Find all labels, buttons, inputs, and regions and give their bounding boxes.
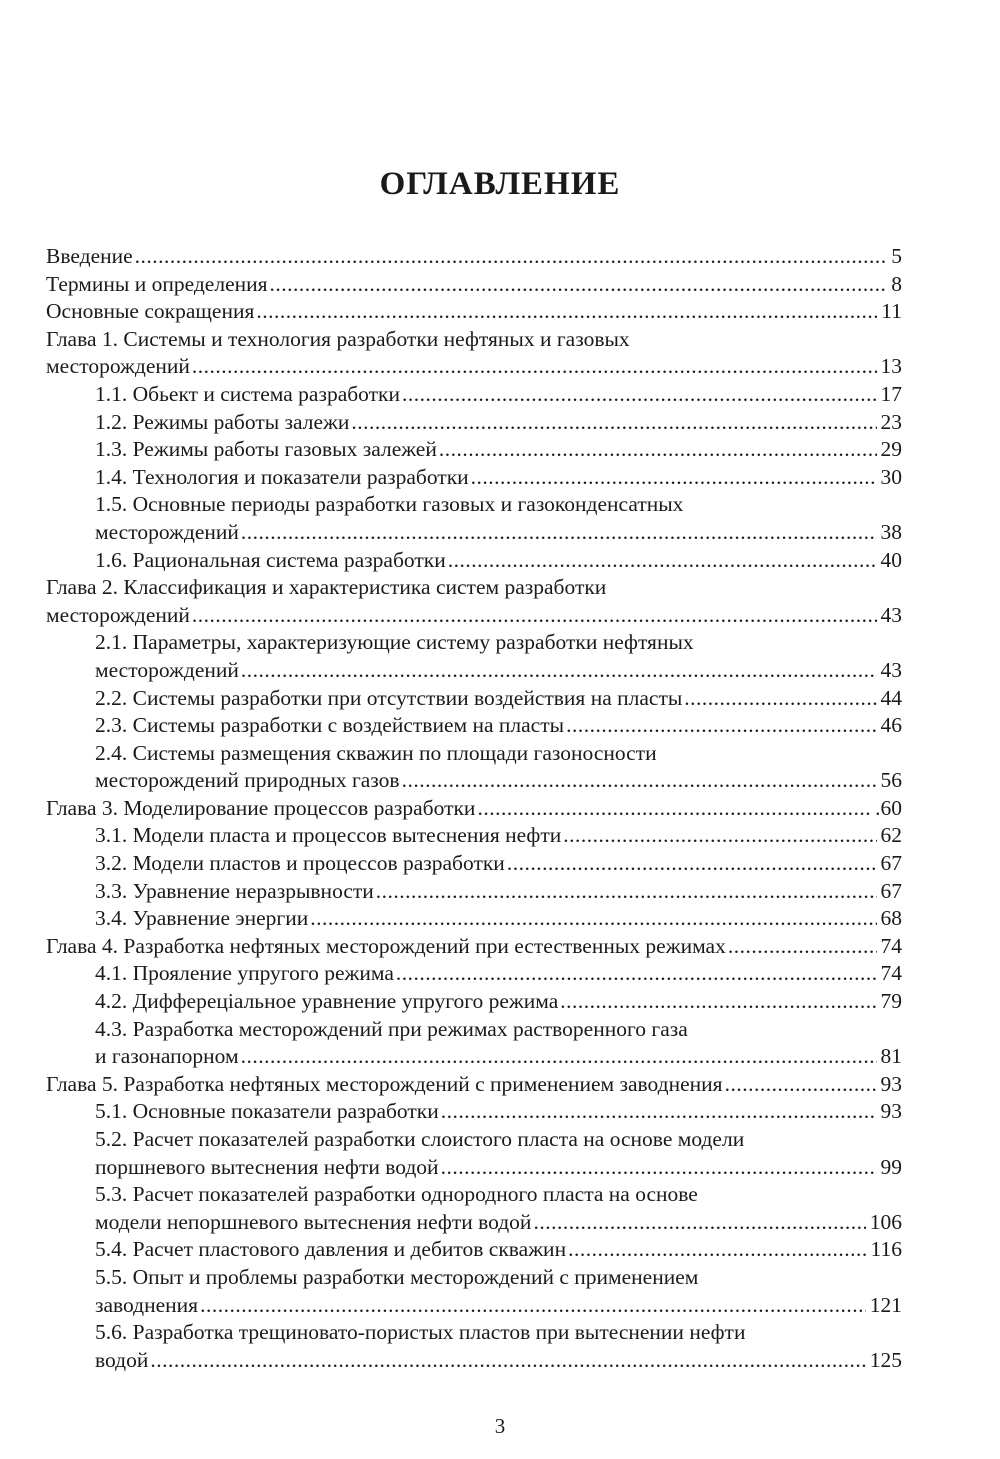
toc-entry-text: Термины и определения: [46, 271, 268, 296]
page-title: ОГЛАВЛЕНИЕ: [379, 166, 621, 202]
toc-page-number: 23: [880, 409, 902, 434]
toc-line: [46, 574, 902, 602]
table-of-contents: [46, 243, 902, 1374]
toc-page-number: 79: [880, 989, 902, 1014]
dot-leader: [402, 767, 877, 795]
toc-line: [46, 1126, 902, 1154]
toc-line: [46, 988, 902, 1016]
toc-page-number: 62: [880, 823, 902, 848]
toc-entry-text: Основные сокращения: [46, 299, 255, 324]
toc-line: [46, 1319, 902, 1347]
toc-entry-text: 5.6. Разработка трещиновато-пористых пластов при вытеснении нефти: [95, 1320, 746, 1345]
toc-line: [46, 1292, 902, 1320]
toc-line: [46, 436, 902, 464]
toc-entry-text: Глава 5. Разработка нефтяных месторождений с применением заводнения: [46, 1071, 723, 1096]
dot-leader: [533, 1209, 865, 1237]
toc-line: [46, 740, 902, 768]
dot-leader: [200, 1292, 866, 1320]
toc-page-number: 81: [880, 1044, 902, 1069]
toc-page-number: 13: [880, 354, 902, 379]
toc-line: [46, 381, 902, 409]
toc-entry-text: 3.1. Модели пласта и процессов вытеснения нефти: [95, 823, 562, 848]
toc-line: [46, 905, 902, 933]
toc-page-number: 93: [880, 1071, 902, 1096]
toc-line: [46, 1043, 902, 1071]
toc-entry-text: заводнения: [95, 1292, 199, 1317]
toc-page-number: 56: [880, 768, 902, 793]
dot-leader: [471, 464, 877, 492]
toc-page-number: 67: [880, 851, 902, 876]
toc-line: [46, 326, 902, 354]
dot-leader: [192, 353, 877, 381]
toc-page-number: 30: [880, 464, 902, 489]
dot-leader: [448, 547, 877, 575]
toc-entry-text: 3.4. Уравнение энергии: [95, 906, 309, 931]
toc-entry-text: Глава 2. Классификация и характеристика систем разработки: [46, 575, 607, 600]
toc-page-number: 17: [880, 381, 902, 406]
toc-page-number: 11: [881, 299, 902, 324]
dot-leader: [150, 1347, 865, 1375]
toc-line: [46, 795, 902, 823]
toc-entry-text: 4.2. Диффереціальное уравнение упругого режима: [95, 989, 559, 1014]
toc-entry-text: 5.2. Расчет показателей разработки слоистого пласта на основе модели: [95, 1127, 745, 1151]
toc-page-number: 68: [880, 906, 902, 931]
toc-entry-text: 4.1. Прояление упругого режима: [95, 961, 394, 986]
toc-page-number: 44: [880, 685, 902, 710]
toc-line: [46, 271, 902, 299]
toc-page-number: 40: [880, 547, 902, 572]
toc-page-number: 121: [869, 1292, 902, 1317]
toc-entry-text: 4.3. Разработка месторождений при режимах растворенного газа: [95, 1016, 688, 1041]
dot-leader: [351, 409, 876, 437]
toc-entry-text: 1.1. Обьект и система разработки: [95, 381, 400, 406]
toc-line: [46, 712, 902, 740]
toc-line: [46, 822, 902, 850]
toc-entry-text: и газонапорном: [95, 1044, 239, 1069]
dot-leader: [507, 850, 877, 878]
dot-leader: [256, 298, 877, 326]
toc-entry-text: модели непоршневого вытеснения нефти водой: [95, 1209, 532, 1234]
dot-leader: [241, 519, 877, 547]
dot-leader: [728, 933, 877, 961]
page-number: 3: [494, 1414, 506, 1438]
toc-line: [46, 353, 902, 381]
dot-leader: [241, 657, 877, 685]
toc-page-number: 74: [880, 961, 902, 986]
toc-entry-text: 2.3. Системы разработки с воздействием на пласты: [95, 713, 565, 738]
dot-leader: [441, 1154, 877, 1182]
toc-entry-text: 1.5. Основные периоды разработки газовых и газоконденсатных: [95, 492, 684, 517]
toc-entry-text: 3.3. Уравнение неразрывности: [95, 878, 374, 903]
toc-line: [46, 767, 902, 795]
dot-leader: [560, 988, 876, 1016]
toc-entry-text: месторождений: [95, 519, 239, 544]
toc-entry-text: водой: [95, 1347, 149, 1372]
toc-page-number: 8: [891, 271, 902, 296]
dot-leader: [725, 1071, 877, 1099]
dot-leader: [396, 960, 877, 988]
toc-line: [46, 1236, 902, 1264]
toc-entry-text: Глава 3. Моделирование процессов разработки: [46, 795, 476, 820]
toc-entry-text: месторождений природных газов: [95, 768, 400, 793]
dot-leader: [270, 271, 888, 299]
toc-line: [46, 602, 902, 630]
toc-entry-text: Введение: [46, 244, 133, 268]
toc-entry-text: месторождений: [46, 354, 190, 379]
toc-entry-text: 1.2. Режимы работы залежи: [95, 409, 350, 434]
toc-entry-text: 2.4. Системы размещения скважин по площади газоносности: [95, 740, 657, 765]
toc-line: [46, 1071, 902, 1099]
toc-page-number: 46: [880, 713, 902, 738]
toc-line: [46, 629, 902, 657]
toc-entry-text: Глава 4. Разработка нефтяных месторождений при естественных режимах: [46, 933, 726, 958]
toc-page-number: 29: [880, 437, 902, 462]
toc-page-number: 93: [880, 1099, 902, 1124]
dot-leader: [477, 795, 871, 823]
toc-line: [46, 243, 902, 271]
toc-line: [46, 1098, 902, 1126]
toc-entry-text: 3.2. Модели пластов и процессов разработки: [95, 851, 505, 876]
toc-page-number: 125: [869, 1347, 902, 1372]
dot-leader: [568, 1236, 866, 1264]
dot-leader: [135, 243, 888, 271]
toc-entry-text: 5.4. Расчет пластового давления и дебитов скважин: [95, 1237, 567, 1262]
dot-leader: [439, 436, 877, 464]
toc-entry-text: 5.5. Опыт и проблемы разработки месторождений с применением: [95, 1264, 699, 1289]
toc-page-number: 116: [870, 1237, 902, 1262]
toc-entry-text: 1.6. Рациональная система разработки: [95, 547, 446, 572]
toc-entry-text: месторождений: [95, 657, 239, 682]
toc-line: [46, 464, 902, 492]
toc-page-number: 67: [880, 878, 902, 903]
toc-page-number: 43: [880, 657, 902, 682]
toc-page-number: 38: [880, 519, 902, 544]
toc-line: [46, 850, 902, 878]
toc-line: [46, 1016, 902, 1044]
toc-page-number: .60: [875, 795, 902, 820]
toc-entry-text: поршневого вытеснения нефти водой: [95, 1154, 439, 1179]
dot-leader: [441, 1098, 877, 1126]
toc-entry-text: 1.4. Технология и показатели разработки: [95, 464, 469, 489]
toc-line: [46, 1209, 902, 1237]
toc-line: [46, 960, 902, 988]
dot-leader: [563, 822, 876, 850]
toc-line: [46, 519, 902, 547]
toc-line: [46, 657, 902, 685]
dot-leader: [566, 712, 876, 740]
toc-line: [46, 409, 902, 437]
toc-line: [46, 933, 902, 961]
toc-line: [46, 685, 902, 713]
toc-page-number: 5: [891, 244, 902, 268]
toc-line: [46, 1181, 902, 1209]
toc-line: [46, 878, 902, 906]
toc-page-number: 99: [880, 1154, 902, 1179]
toc-entry-text: 1.3. Режимы работы газовых залежей: [95, 437, 437, 462]
toc-entry-text: 5.1. Основные показатели разработки: [95, 1099, 439, 1124]
toc-line: [46, 491, 902, 519]
toc-entry-text: 2.2. Системы разработки при отсутствии воздействия на пласты: [95, 685, 683, 710]
toc-line: [46, 1154, 902, 1182]
toc-line: [46, 1347, 902, 1375]
toc-line: [46, 298, 902, 326]
dot-leader: [310, 905, 876, 933]
toc-entry-text: 5.3. Расчет показателей разработки однородного пласта на основе: [95, 1182, 698, 1207]
dot-leader: [376, 878, 877, 906]
dot-leader: [402, 381, 877, 409]
toc-page-number: 74: [880, 933, 902, 958]
toc-entry-text: 2.1. Параметры, характеризующие систему разработки нефтяных: [95, 630, 694, 655]
toc-entry-text: Глава 1. Системы и технология разработки нефтяных и газовых: [46, 326, 630, 351]
dot-leader: [684, 685, 876, 713]
toc-line: [46, 547, 902, 575]
toc-page-number: 43: [880, 602, 902, 627]
dot-leader: [192, 602, 877, 630]
toc-page-number: 106: [869, 1209, 902, 1234]
toc-line: [46, 1264, 902, 1292]
dot-leader: [241, 1043, 877, 1071]
toc-entry-text: месторождений: [46, 602, 190, 627]
